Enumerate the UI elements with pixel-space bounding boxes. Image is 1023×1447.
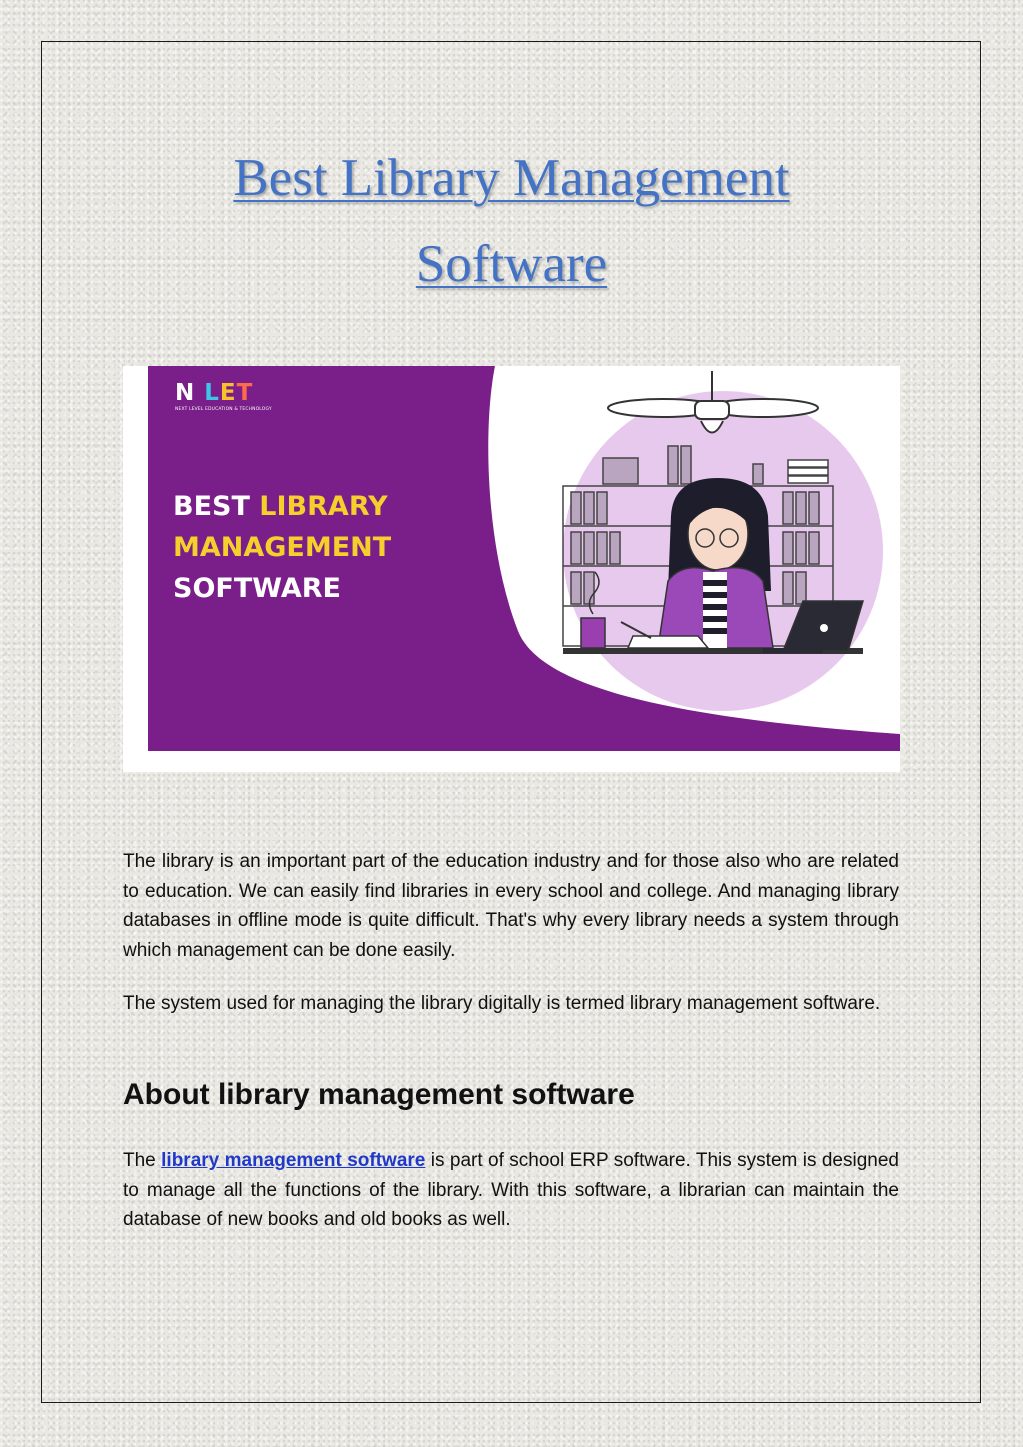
banner-line3: SOFTWARE bbox=[173, 573, 341, 604]
banner-line1-yellow: LIBRARY bbox=[259, 491, 388, 522]
document-title bbox=[0, 135, 1023, 307]
paragraph-about-rest: is part of school ERP software. This system is designed to manage all the functions of the library. With this software, a librarian can maintain the database of new books and old books as well. bbox=[123, 1150, 899, 1230]
paragraph-about bbox=[123, 1146, 899, 1235]
banner-headline bbox=[173, 486, 391, 609]
library-software-link[interactable]: library management software bbox=[161, 1150, 426, 1171]
logo-letter-e: E bbox=[219, 380, 237, 406]
section-heading: About library management software bbox=[123, 1078, 635, 1111]
banner-line2: MANAGEMENT bbox=[173, 532, 392, 563]
logo-subtitle: NEXT LEVEL EDUCATION & TECHNOLOGY bbox=[175, 407, 272, 412]
banner-line1-white: BEST bbox=[173, 491, 260, 522]
title-line-1: Best Library Management bbox=[233, 149, 790, 207]
logo-letter-n: N bbox=[175, 380, 196, 406]
paragraph-about-start: The bbox=[123, 1150, 162, 1171]
paragraph-definition: The system used for managing the library digitally is termed library management software. bbox=[123, 993, 881, 1014]
paragraph-intro: The library is an important part of the education industry and for those also who are related to education. We can easily find libraries in every school and college. And managing library databases in offline mode is quite difficult. That's why every library needs a system through which management can be done easily. bbox=[123, 851, 899, 961]
logo-letter-t: T bbox=[236, 380, 254, 406]
banner-image bbox=[123, 366, 900, 772]
nlet-logo bbox=[175, 380, 272, 412]
logo-letter-l: L bbox=[204, 380, 220, 406]
title-line-2: Software bbox=[415, 235, 608, 293]
